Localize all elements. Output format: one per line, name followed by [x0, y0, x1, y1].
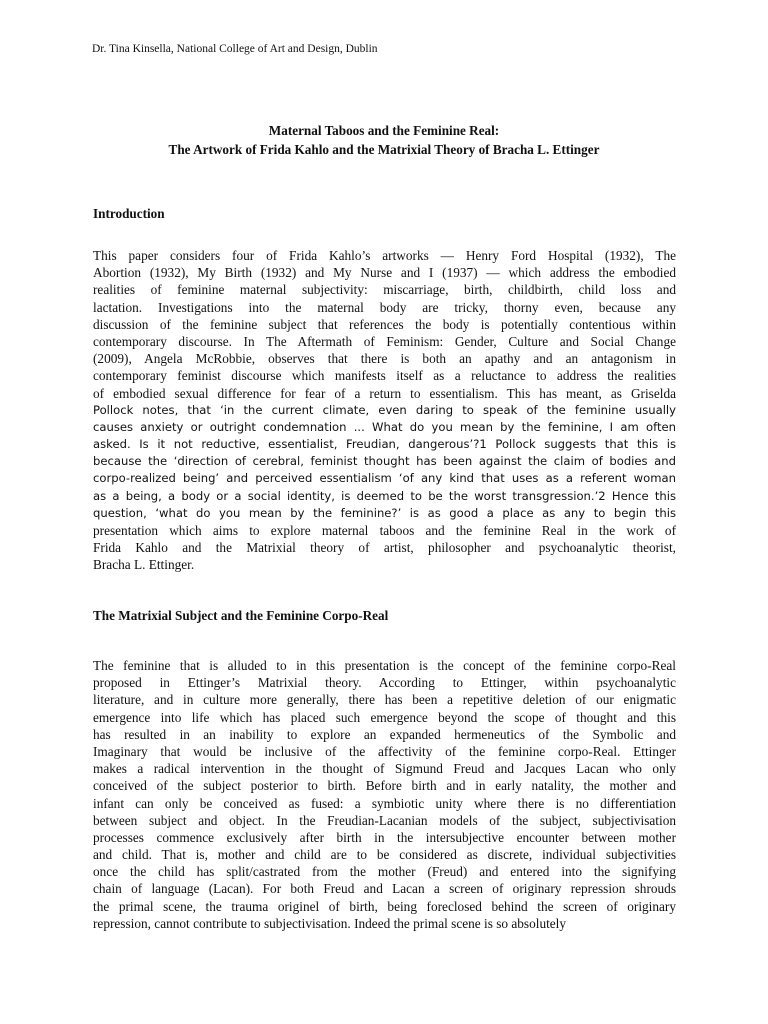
paragraph-line: conceived of the subject posterior to birth. Before birth and in early natality, the mother and [93, 778, 676, 794]
section-heading-matrixial-subject: The Matrixial Subject and the Feminine Corpo-Real [93, 608, 389, 623]
paragraph-line: makes a radical intervention in the thought of Sigmund Freud and Jacques Lacan who only [93, 761, 676, 777]
paragraph-line: Abortion (1932), My Birth (1932) and My Nurse and I (1937) — which address the embodied [93, 265, 676, 281]
section-heading-introduction: Introduction [93, 206, 165, 221]
title-line-2: The Artwork of Frida Kahlo and the Matrixial Theory of Bracha L. Ettinger [168, 142, 600, 157]
paragraph-line: question, ‘what do you mean by the feminine?’ is as good a place as any to begin this [93, 505, 676, 520]
paragraph-line: has resulted in an inability to explore an expanded hermeneutics of the Symbolic and [93, 726, 676, 742]
paragraph-line: of embodied sexual difference for fear of a return to essentialism. This has meant, as Griselda [93, 385, 676, 401]
paragraph-line: asked. Is it not reductive, essentialist, Freudian, dangerous’?1 Pollock suggests that this is [93, 437, 676, 452]
paragraph-line: Pollock notes, that ‘in the current climate, even daring to speak of the feminine usually [93, 402, 676, 417]
paragraph-line: (2009), Angela McRobbie, observes that there is both an apathy and an antagonism in [93, 351, 676, 367]
paragraph-line: realities of feminine maternal subjectivity: miscarriage, birth, childbirth, child loss and [93, 282, 676, 298]
paragraph-line: processes commence exclusively after birth in the intersubjective encounter between mother [93, 829, 676, 845]
paragraph-line: infant can only be conceived as fused: a symbiotic unity where there is no differentiation [93, 795, 676, 811]
paragraph-line: chain of language (Lacan). For both Freud and Lacan a screen of originary repression shrouds [93, 881, 676, 897]
title-line-1: Maternal Taboos and the Feminine Real: [268, 123, 500, 138]
paragraph-line: Imaginary that would be inclusive of the affectivity of the feminine corpo-Real. Ettinger [93, 743, 676, 759]
paragraph-line: as a being, a body or a social identity, is deemed to be the worst transgression.’2 Hence this [93, 488, 676, 503]
paragraph-line: the primal scene, the trauma originel of birth, being foreclosed behind the screen of originary [93, 898, 676, 914]
paragraph-line: lactation. Investigations into the maternal body are tricky, thorny even, because any [93, 299, 676, 315]
paragraph-line: literature, and in culture more generally, there has been a repetitive deletion of our enigmatic [93, 692, 676, 708]
paragraph-line: proposed in Ettinger’s Matrixial theory. According to Ettinger, within psychoanalytic [93, 675, 676, 691]
paragraph-line: because the ‘direction of cerebral, feminist thought has been against the claim of bodies and [93, 454, 676, 469]
paragraph-line: once the child has split/castrated from the mother (Freud) and entered into the signifying [93, 864, 676, 880]
paragraph-line: repression, cannot contribute to subjectivisation. Indeed the primal scene is so absolutely [93, 915, 567, 931]
paragraph-line: discussion of the feminine subject that references the body is potentially contentious within [93, 316, 676, 332]
paragraph-line: presentation which aims to explore maternal taboos and the feminine Real in the work of [93, 523, 676, 538]
paragraph-line: Frida Kahlo and the Matrixial theory of artist, philosopher and psychoanalytic theorist, [93, 540, 676, 556]
paragraph-line: emergence into life which has placed such emergence beyond the scope of thought and this [93, 709, 676, 725]
paragraph-line: between subject and object. In the Freudian-Lacanian models of the subject, subjectivisation [93, 812, 676, 828]
paragraph-line: The feminine that is alluded to in this presentation is the concept of the feminine corpo-Real [93, 658, 676, 673]
paragraph-line: corpo-realized being’ and perceived essentialism ‘of any kind that uses as a referent woman [93, 471, 676, 486]
paragraph-line: causes anxiety or outright condemnation ... What do you mean by the feminine, I am often [93, 419, 676, 434]
paragraph-line: Bracha L. Ettinger. [93, 557, 195, 573]
paragraph-line: contemporary feminist discourse which manifests itself as a reluctance to address the realities [93, 368, 676, 384]
matrixial-paragraph [93, 657, 676, 932]
paragraph-line: and child. That is, mother and child are to be considered as discrete, individual subjectivities [93, 847, 676, 863]
paper-title [92, 121, 676, 159]
paragraph-line: This paper considers four of Frida Kahlo’s artworks — Henry Ford Hospital (1932), The [93, 248, 676, 263]
author-affiliation: Dr. Tina Kinsella, National College of Art and Design, Dublin [92, 43, 378, 55]
introduction-paragraph [93, 247, 676, 574]
paragraph-line: contemporary discourse. In The Aftermath of Feminism: Gender, Culture and Social Change [93, 333, 676, 349]
